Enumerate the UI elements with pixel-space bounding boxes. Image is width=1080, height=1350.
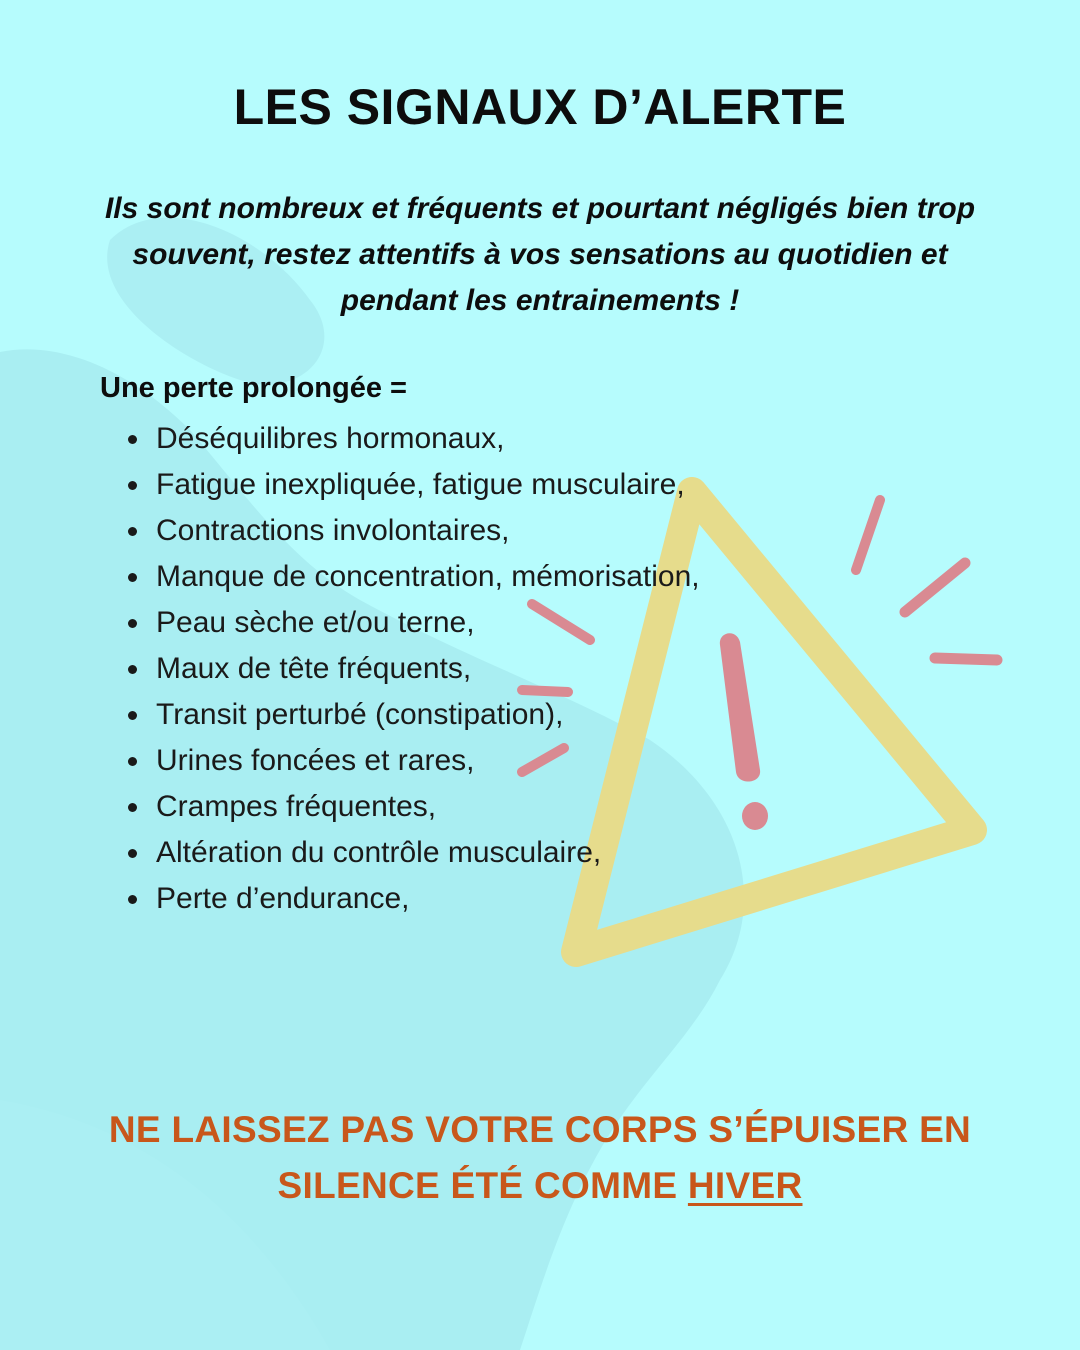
list-item — [156, 784, 700, 830]
bullet-icon — [128, 895, 137, 904]
list-item — [156, 692, 700, 738]
list-item — [156, 646, 700, 692]
list-item — [156, 738, 700, 784]
list-item-text: Manque de concentration, mémorisation, — [156, 560, 700, 593]
bullet-icon — [128, 573, 137, 582]
list-item — [156, 876, 700, 922]
call-to-action — [60, 1102, 1020, 1214]
list-item-text: Maux de tête fréquents, — [156, 652, 472, 685]
bullet-icon — [128, 619, 137, 628]
list-item-text: Contractions involontaires, — [156, 514, 510, 547]
intro-paragraph: Ils sont nombreux et fréquents et pourtant négligés bien trop souvent, restez attentifs à vos sensations au quotidien et pendant les entrainements ! — [104, 192, 976, 317]
list-item-text: Altération du contrôle musculaire, — [156, 836, 602, 869]
symptom-list — [156, 416, 700, 922]
list-item-text: Urines foncées et rares, — [156, 744, 475, 777]
bullet-icon — [128, 435, 137, 444]
list-item — [156, 462, 700, 508]
list-item-text: Crampes fréquentes, — [156, 790, 437, 823]
list-item — [156, 600, 700, 646]
list-item-text: Transit perturbé (constipation), — [156, 698, 564, 731]
list-item-text: Peau sèche et/ou terne, — [156, 606, 475, 639]
bullet-icon — [128, 849, 137, 858]
list-item-text: Fatigue inexpliquée, fatigue musculaire, — [156, 468, 685, 501]
bullet-icon — [128, 803, 137, 812]
list-item — [156, 508, 700, 554]
page-title: LES SIGNAUX D’ALERTE — [233, 79, 847, 135]
bullet-icon — [128, 527, 137, 536]
bullet-icon — [128, 665, 137, 674]
bullet-icon — [128, 711, 137, 720]
list-item-text: Déséquilibres hormonaux, — [156, 422, 505, 455]
call-to-action-emphasis: HIVER — [687, 1165, 803, 1206]
list-heading: Une perte prolongée = — [100, 372, 407, 404]
call-to-action-text: NE LAISSEZ PAS VOTRE CORPS S’ÉPUISER EN SILENCE ÉTÉ COMME — [108, 1109, 972, 1206]
bullet-icon — [128, 481, 137, 490]
list-item — [156, 830, 700, 876]
list-item-text: Perte d’endurance, — [156, 882, 410, 915]
list-item — [156, 416, 700, 462]
bullet-icon — [128, 757, 137, 766]
list-item — [156, 554, 700, 600]
